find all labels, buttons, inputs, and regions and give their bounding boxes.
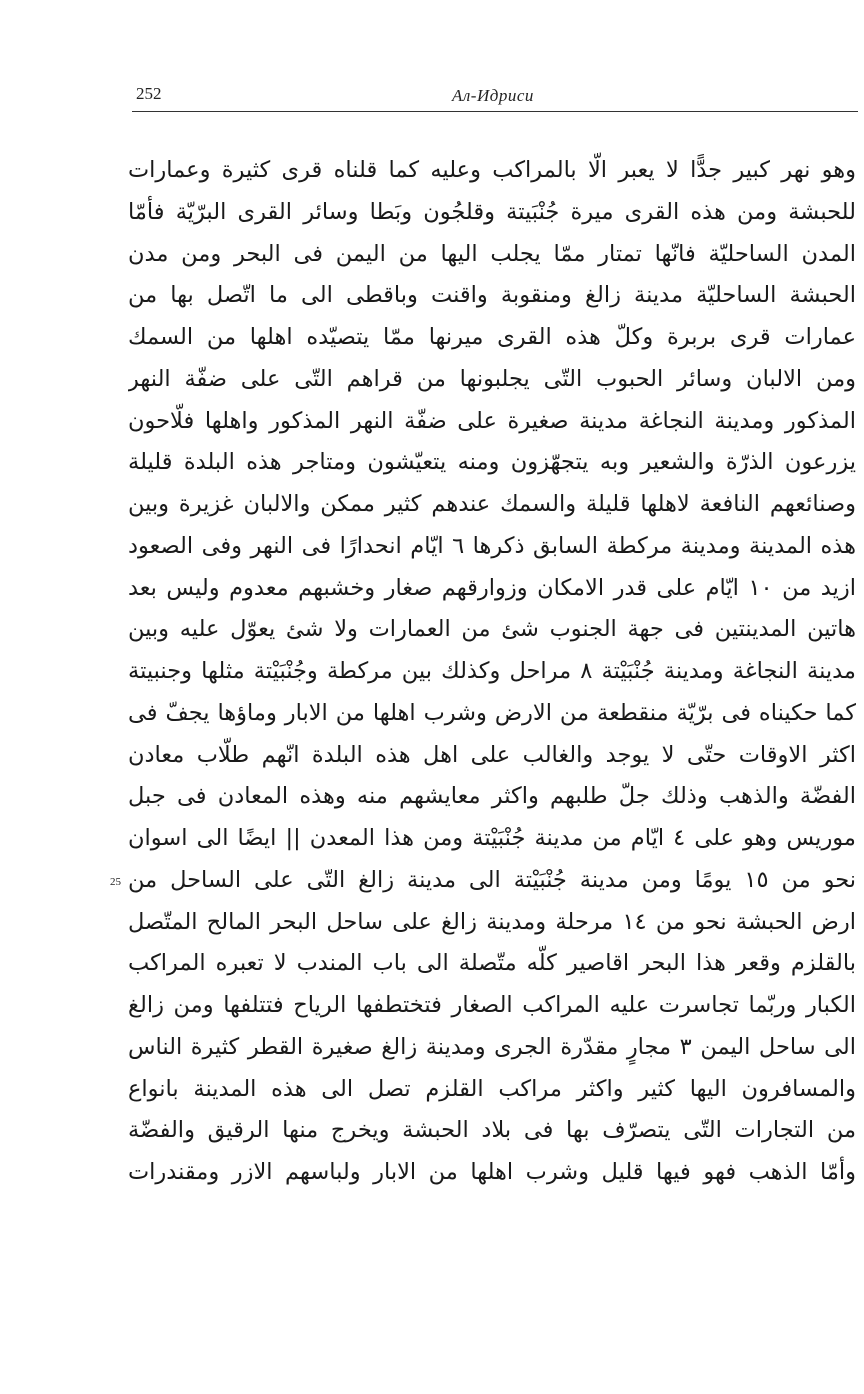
- text-line: موريس وهو على ٤ ايّام من مدينة جُنْبَيْتة ومن هذا المعدن || ايضًا الى اسوان: [128, 825, 856, 851]
- text-line: هذه المدينة ومدينة مركطة السابق ذكرها ٦ ايّام انحدارًا فى النهر وفى الصعود: [128, 532, 856, 559]
- text-line: الحبشة الساحليّة مدينة زالغ ومنقوبة واقنت وباقطى الى ما اتّصل بها من: [128, 282, 856, 309]
- text-line: الكبار وربّما تجاسرت عليه المراكب الصغار فتختطفها الرياح فتتلفها ومن زالغ: [128, 992, 856, 1018]
- text-line: بالقلزم وقعر هذا البحر اقاصير كلّه متّصلة الى باب المندب لا تعبره المراكب: [128, 950, 856, 977]
- text-line: ارض الحبشة نحو من ١٤ مرحلة ومدينة زالغ على ساحل البحر المالح المتّصل: [128, 908, 856, 935]
- text-line: وأمّا الذهب فهو فيها قليل وشرب اهلها من الابار ولباسهم الازر ومقندرات: [128, 1159, 856, 1185]
- header-rule: [132, 111, 858, 112]
- text-line: الفضّة والذهب وذلك جلّ طلبهم واكثر معايشهم منه وهذه المعادن فى جبل: [128, 783, 856, 810]
- text-line: نحو من ١٥ يومًا ومن مدينة جُنْبَيْتة الى مدينة زالغ التّى على الساحل من: [128, 866, 856, 893]
- line-number-marker: 25: [110, 876, 121, 888]
- text-line: يزرعون الذرّة والشعير وبه يتجهّزون ومنه يتعيّشون ومتاجر هذه البلدة قليلة: [128, 449, 856, 476]
- text-line: والمسافرون اليها كثير واكثر مراكب القلزم تصل الى هذه المدينة بانواع: [128, 1075, 856, 1102]
- page-header: [134, 84, 856, 108]
- text-line: عمارات قرى بربرة وكلّ هذه القرى ميرنها ممّا يتصيّده اهلها من السمك: [128, 324, 856, 350]
- text-line: كما حكيناه فى برّيّة منقطعة من الارض وشرب اهلها من الابار وماؤها يجفّ فى: [128, 699, 856, 726]
- text-line: المذكور ومدينة النجاغة مدينة صغيرة على ضفّة النهر المذكور واهلها فلّاحون: [128, 407, 856, 434]
- text-line: هاتين المدينتين فى جهة الجنوب شئ من العمارات ولا شئ يعوّل عليه وبين: [128, 616, 856, 643]
- text-line: مدينة النجاغة ومدينة جُنْبَيْتة ٨ مراحل وكذلك بين مركطة وجُنْبَيْتة مثلها وجنبيتة: [128, 658, 856, 684]
- text-line: ازيد من ١٠ ايّام على قدر الامكان وزوارقهم صغار وخشبهم معدوم وليس بعد: [128, 574, 856, 601]
- text-line: من التجارات التّى يتصرّف بها فى بلاد الحبشة ويخرج منها الرقيق والفضّة: [128, 1117, 856, 1144]
- text-line: اكثر الاوقات حتّى لا يوجد والغالب على اهل هذه البلدة انّهم طلّاب معادن: [128, 741, 856, 768]
- text-line: ومن الالبان وسائر الحبوب التّى يجلبونها من قراهم التّى على ضفّة النهر: [128, 365, 856, 392]
- text-line: وصنائعهم النافعة لاهلها قليلة والسمك عندهم كثير ممكن والالبان غزيرة وبين: [128, 491, 856, 517]
- text-line: وهو نهر كبير جدًّا لا يعبر الّا بالمراكب وعليه كما قلناه قرى كثيرة وعمارات: [128, 157, 856, 183]
- text-line: الى ساحل اليمن ٣ مجارٍ مقدّرة الجرى ومدينة زالغ صغيرة القطر كثيرة الناس: [128, 1033, 856, 1060]
- text-line: المدن الساحليّة فانّها تمتار ممّا يجلب اليها من اليمن فى البحر ومن مدن: [128, 240, 856, 267]
- running-head: Ал-Идриси: [452, 86, 534, 105]
- arabic-body-text: [128, 150, 856, 1194]
- page-number: 252: [136, 84, 162, 103]
- text-line: للحبشة ومن هذه القرى ميرة جُنْبَيتة وقلجُون وبَطا وسائر القرى البرّيّة فأمّا: [128, 198, 856, 225]
